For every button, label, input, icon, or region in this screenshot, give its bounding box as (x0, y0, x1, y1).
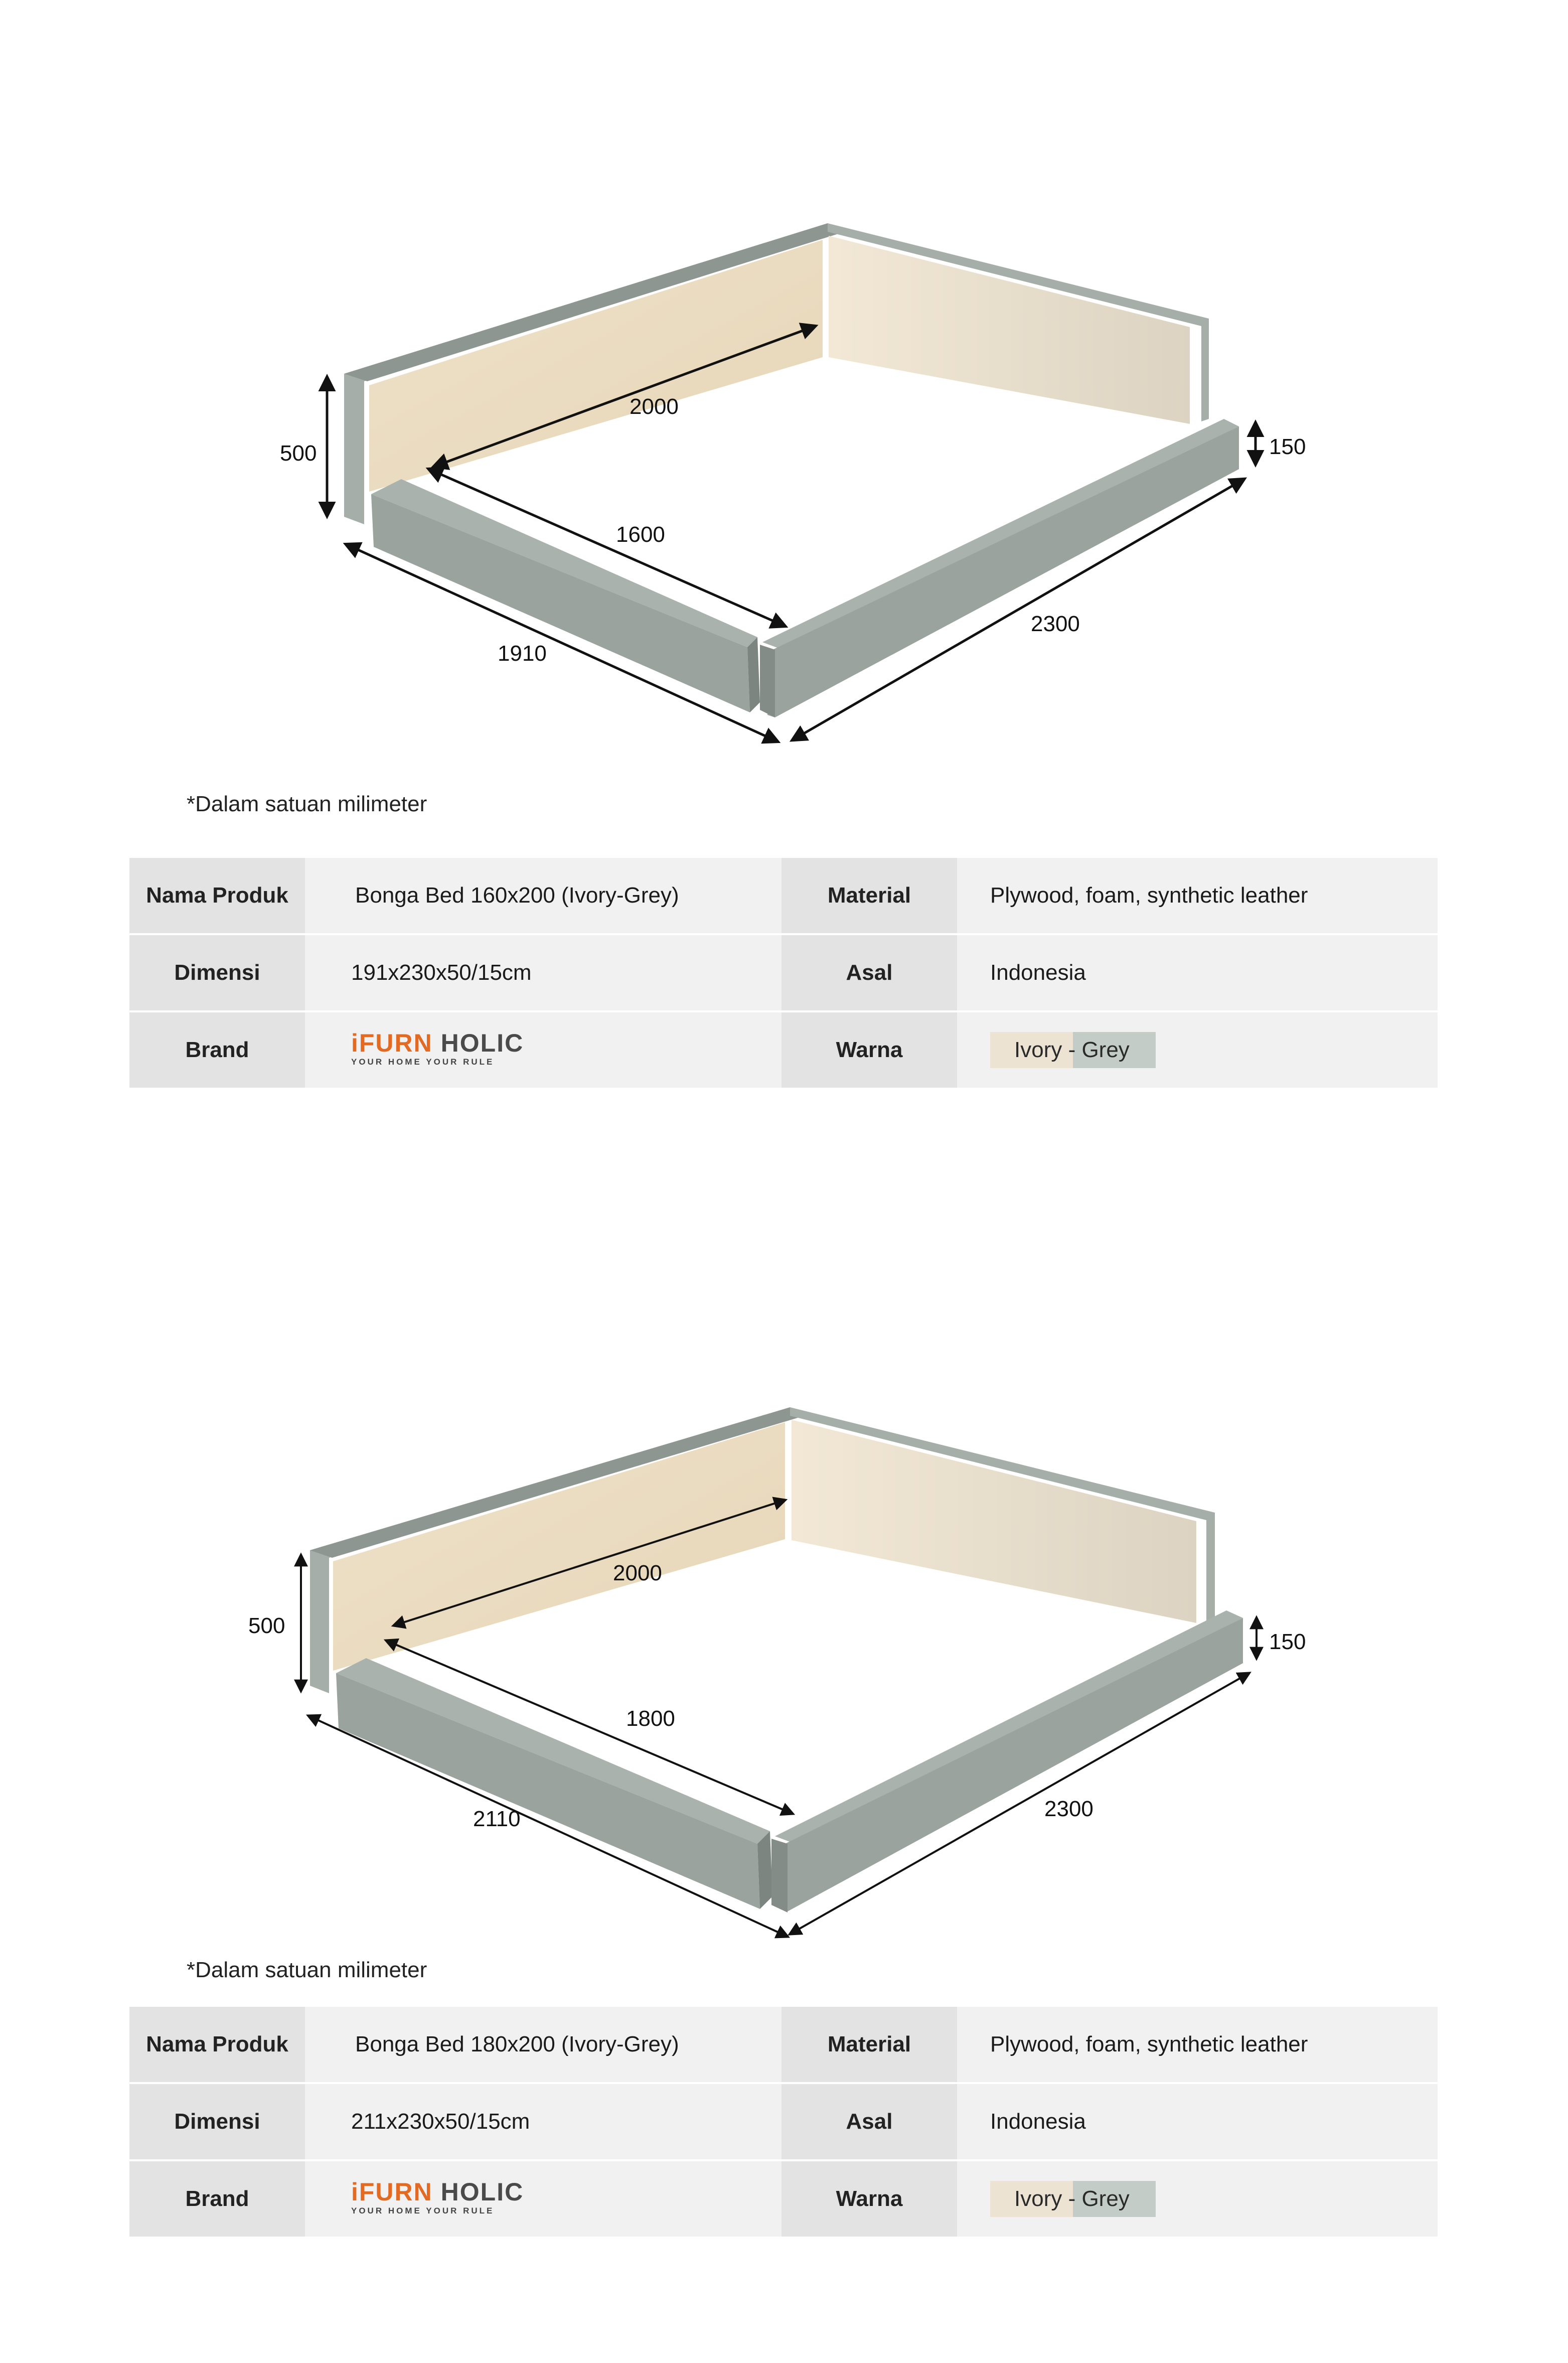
value-brand (305, 2160, 781, 2238)
right-ivory-panel (792, 1420, 1196, 1623)
value-nama-produk: Bonga Bed 160x200 (Ivory-Grey) (305, 858, 781, 934)
dim-label-height: 500 (248, 1613, 285, 1638)
spec-table (129, 2007, 1438, 2239)
color-swatch (990, 1032, 1156, 1068)
brand-logo-part1: iFURN (351, 1028, 433, 1057)
unit-note: *Dalam satuan milimeter (187, 1958, 427, 1982)
dim-label-rail-height: 150 (1269, 434, 1306, 459)
dim-label-outer-length: 2300 (1044, 1797, 1093, 1821)
spec-table (129, 858, 1438, 1090)
table-row (129, 2083, 1438, 2160)
brand-tagline: YOUR HOME YOUR RULE (351, 1057, 495, 1067)
value-material: Plywood, foam, synthetic leather (957, 858, 1438, 934)
label-dimensi: Dimensi (129, 2083, 305, 2160)
right-front-rail-side (780, 1618, 1243, 1911)
label-asal: Asal (781, 2083, 957, 2160)
table-row (129, 858, 1438, 934)
label-warna: Warna (781, 1011, 957, 1089)
value-material: Plywood, foam, synthetic leather (957, 2007, 1438, 2083)
label-brand: Brand (129, 1011, 305, 1089)
table-row (129, 934, 1438, 1011)
value-nama-produk: Bonga Bed 180x200 (Ivory-Grey) (305, 2007, 781, 2083)
table-row (129, 2007, 1438, 2083)
dim-label-inner-length: 2000 (630, 394, 679, 419)
brand-logo (351, 2179, 524, 2215)
label-warna: Warna (781, 2160, 957, 2238)
product-section-2 (0, 1169, 1568, 2338)
unit-note: *Dalam satuan milimeter (187, 792, 427, 816)
dim-label-outer-width: 2110 (473, 1807, 521, 1831)
right-front-rail-side (767, 426, 1239, 717)
dim-label-inner-width: 1800 (626, 1706, 675, 1731)
bed-diagram-2 (0, 1169, 1568, 1962)
brand-logo-part2: HOLIC (432, 2177, 524, 2206)
dim-label-inner-width: 1600 (616, 522, 665, 547)
label-dimensi: Dimensi (129, 934, 305, 1011)
brand-logo-part2: HOLIC (432, 1028, 524, 1057)
value-asal: Indonesia (957, 2083, 1438, 2160)
label-material: Material (781, 2007, 957, 2083)
left-ivory-panel (333, 1422, 785, 1671)
label-nama-produk: Nama Produk (129, 858, 305, 934)
value-dimensi: 191x230x50/15cm (305, 934, 781, 1011)
value-warna (957, 2160, 1438, 2238)
brand-logo (351, 1030, 524, 1066)
right-ivory-panel (829, 236, 1190, 424)
right-front-rail-end (760, 645, 775, 717)
value-asal: Indonesia (957, 934, 1438, 1011)
label-nama-produk: Nama Produk (129, 2007, 305, 2083)
table-row (129, 2160, 1438, 2238)
color-swatch-label: Ivory - Grey (1014, 1038, 1130, 1062)
value-brand (305, 1011, 781, 1089)
bed-diagram-1 (0, 0, 1568, 783)
dim-label-height: 500 (280, 441, 317, 466)
dim-label-rail-height: 150 (1269, 1630, 1306, 1654)
color-swatch-label: Ivory - Grey (1014, 2186, 1130, 2211)
brand-tagline: YOUR HOME YOUR RULE (351, 2205, 495, 2216)
brand-logo-part1: iFURN (351, 2177, 433, 2206)
value-warna (957, 1011, 1438, 1089)
dim-label-outer-length: 2300 (1031, 612, 1080, 636)
label-material: Material (781, 858, 957, 934)
dim-label-inner-length: 2000 (613, 1561, 662, 1585)
color-swatch (990, 2181, 1156, 2217)
table-row (129, 1011, 1438, 1089)
right-front-rail-top (762, 419, 1239, 650)
right-front-rail-end (771, 1839, 788, 1912)
left-ivory-panel (369, 240, 823, 492)
dim-label-outer-width: 1910 (498, 641, 547, 666)
product-section-1 (0, 0, 1568, 1104)
label-asal: Asal (781, 934, 957, 1011)
left-front-rail-end (757, 1831, 772, 1909)
label-brand: Brand (129, 2160, 305, 2238)
value-dimensi: 211x230x50/15cm (305, 2083, 781, 2160)
